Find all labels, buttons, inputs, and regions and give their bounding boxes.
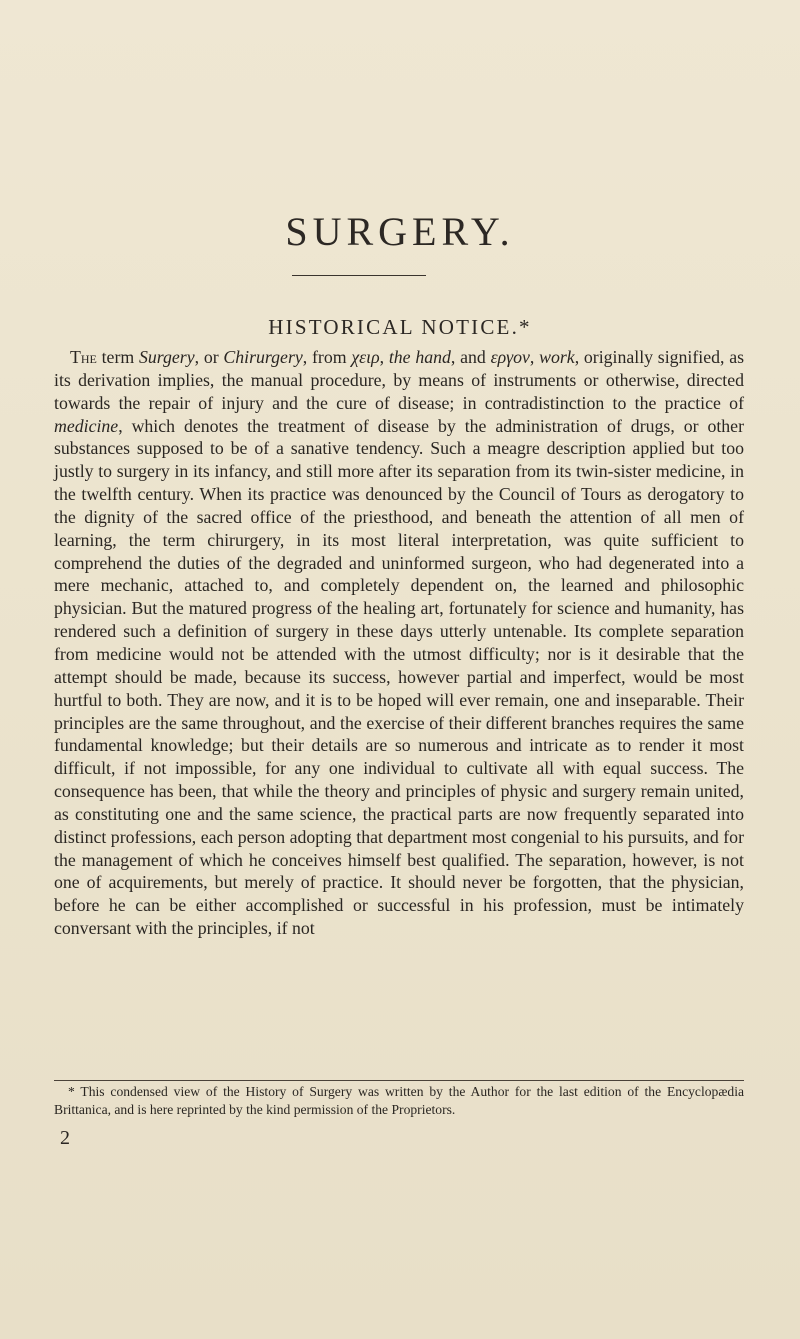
term-medicine: medicine [54,415,119,436]
gloss-work: work [539,347,575,367]
body-paragraph: The term Surgery, or Chirurgery, from χειρ, the hand, and εργον, work, originally signified, as its derivation implies, the manual procedure, by means of instruments or otherwise, directed towards the repair of injury and the cure of disease; in contradistinction to the practice of medicine, which denotes the treatment of disease by the administration of drugs, or other substances supposed to be of a sanative tendency. Such a meagre description applied but too justly to surgery in its infancy, and still more after its separation from its twin-sister medicine, in the twelfth century. When its practice was denounced by the Council of Tours as derogatory to the dignity of the sacred office of the priesthood, and beneath the attention of all men of learning, the term chirurgery, in its most literal interpretation, was quite sufficient to comprehend the duties of the degraded and uninformed surgeon, who had degenerated into a mere mechanic, attached to, and completely dependent on, the learned and philosophic physician. But the matured progress of the healing art, fortunately for science and humanity, has rendered such a definition of surgery in these days utterly untenable. Its complete separation from medicine would not be attended with the utmost difficulty; nor is it desirable that the attempt should be made, because its success, however partial and imperfect, would be most hurtful to both. They are now, and it is to be hoped will ever remain, one and inseparable. Their principles are the same throughout, and the exercise of their different branches requires the same fundamental knowledge; but their details are so numerous and intricate as to render it most difficult, if not impossible, for any one individual to cultivate all with equal success. The consequence has been, that while the theory and principles of physic and surgery remain united, as constituting one and the same science, the practical parts are now frequently separated into distinct professions, each person adopting that department most congenial to his pursuits, and for the management of which he conceives himself best qualified. The separation, however, is not one of acquirements, but merely of practice. It should never be forgotten, that the physician, before he can be either accomplished or successful in his profession, must be intimately conversant with the principles, if not [54,347,745,939]
signature-mark: 2 [60,1127,70,1149]
page-title: SURGERY. [285,209,515,254]
lead-word: The [70,347,97,367]
term-surgery: Surgery [138,347,195,367]
section-heading: HISTORICAL NOTICE.* [268,315,532,339]
greek-work: εργον [490,347,530,367]
footnote-divider [54,1080,744,1081]
title-divider [292,275,426,276]
gloss-hand: the hand [388,347,451,367]
greek-hand: χειρ [351,347,380,367]
term-chirurgery: Chirurgery [223,347,303,367]
footnote: * This condensed view of the History of Surgery was written by the Author for the last edition of the Encyclopædia Brittanica, and is here reprinted by the kind permission of the Proprietors. [54,1084,744,1117]
